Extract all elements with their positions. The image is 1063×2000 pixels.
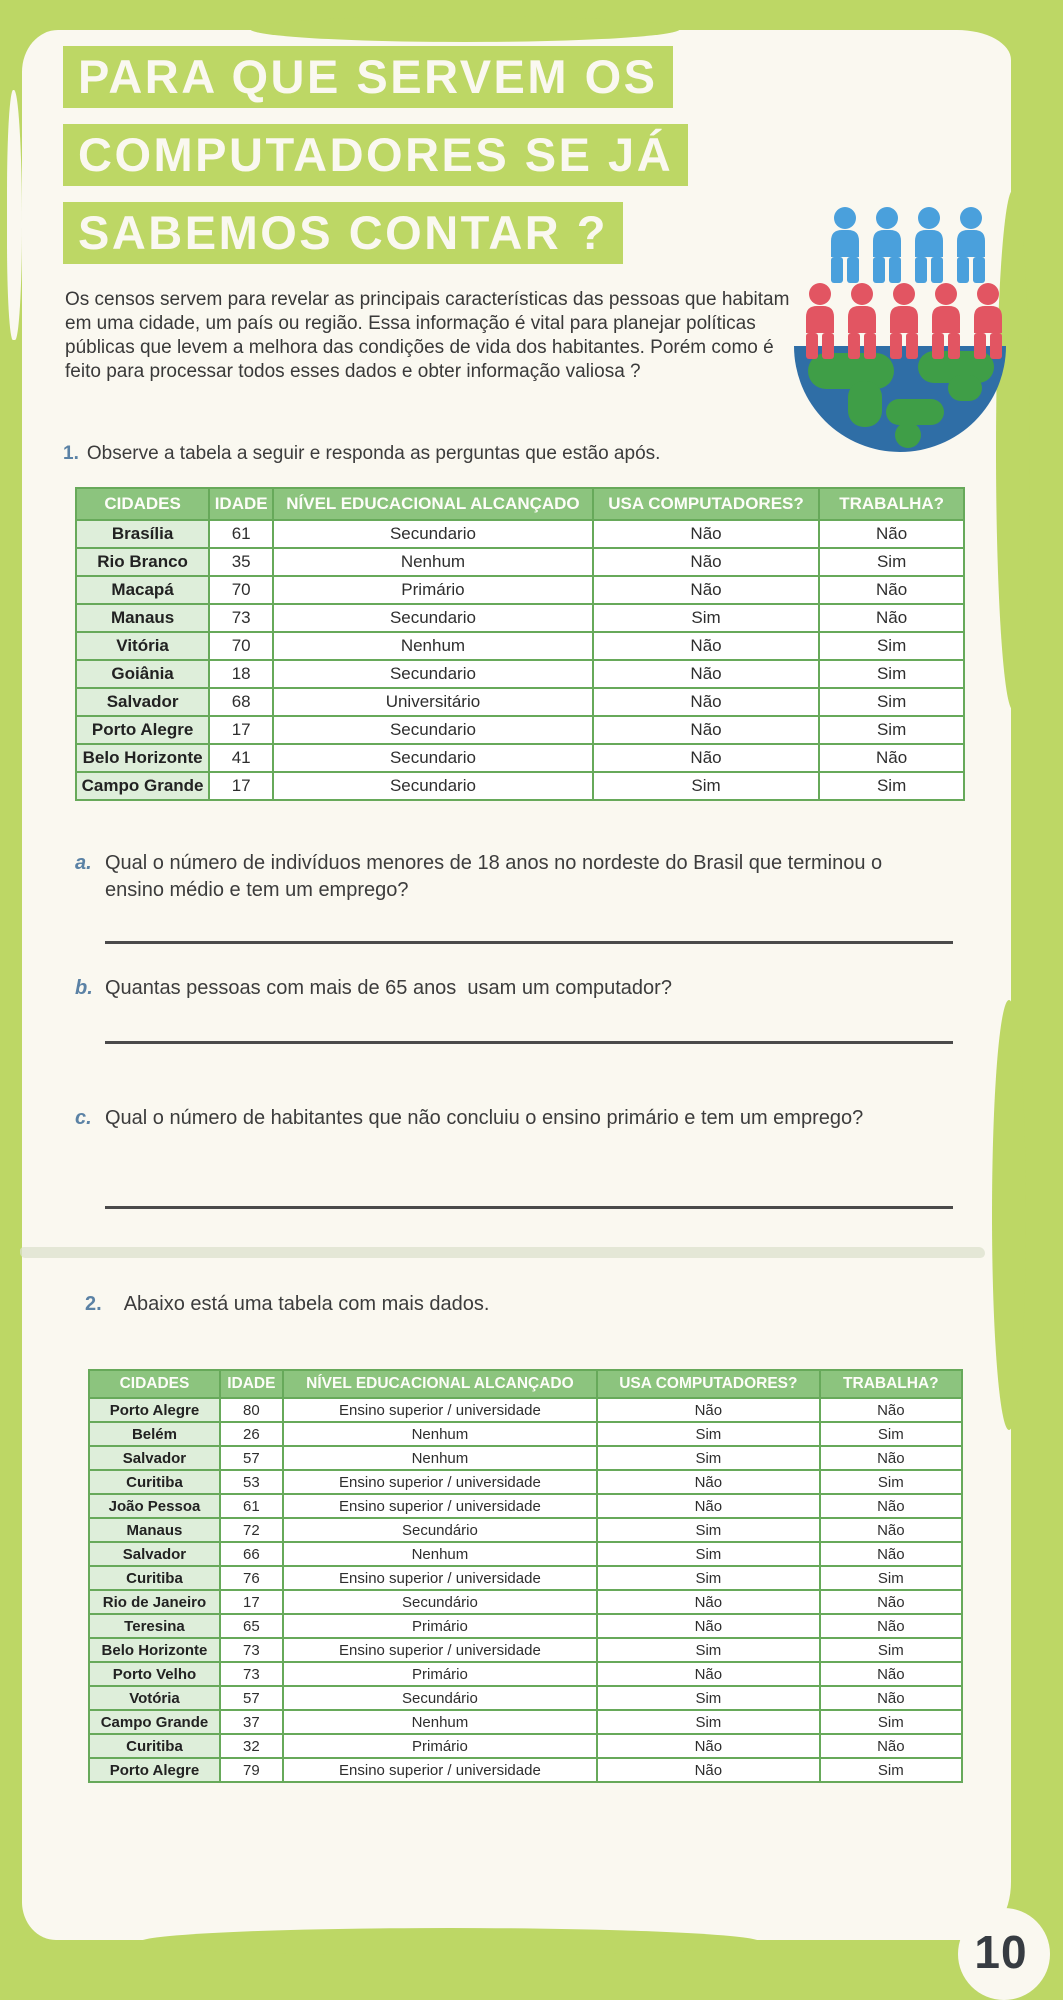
table-cell: 73 [220, 1662, 283, 1686]
title-line-2: COMPUTADORES SE JÁ [63, 124, 688, 186]
table-cell: 53 [220, 1470, 283, 1494]
table-row [89, 1494, 962, 1518]
table-cell: 66 [220, 1542, 283, 1566]
table-row [89, 1686, 962, 1710]
table-cell: Porto Alegre [76, 716, 209, 744]
table-cell: Primário [283, 1662, 597, 1686]
table-cell: Salvador [89, 1446, 220, 1470]
table-row [76, 772, 964, 800]
table-cell: Belém [89, 1422, 220, 1446]
table-cell: 17 [209, 716, 273, 744]
table-cell: 37 [220, 1710, 283, 1734]
table-row [89, 1470, 962, 1494]
table-cell: Primário [283, 1614, 597, 1638]
question-b-label: b. [75, 977, 93, 999]
table-row [89, 1590, 962, 1614]
table-cell: 17 [220, 1590, 283, 1614]
table-cell: Teresina [89, 1614, 220, 1638]
table-cell: Nenhum [283, 1422, 597, 1446]
item-1-text: Observe a tabela a seguir e responda as perguntas que estão após. [86, 443, 661, 464]
table-row [89, 1398, 962, 1422]
table-cell: Não [593, 744, 819, 772]
title-line-3: SABEMOS CONTAR ? [63, 202, 623, 264]
question-a [75, 850, 920, 904]
table-row [76, 632, 964, 660]
table-cell: Universitário [273, 688, 593, 716]
table-cell: Goiânia [76, 660, 209, 688]
table-cell: 57 [220, 1446, 283, 1470]
table-cell: Campo Grande [76, 772, 209, 800]
table-cell: Macapá [76, 576, 209, 604]
table-cell: Não [820, 1398, 962, 1422]
table-cell: Ensino superior / universidade [283, 1494, 597, 1518]
table-cell: Secundario [273, 520, 593, 548]
table-cell: 61 [220, 1494, 283, 1518]
table-cell: Não [593, 660, 819, 688]
table-row [76, 744, 964, 772]
table-cell: Sim [819, 660, 964, 688]
table-cell: 73 [209, 604, 273, 632]
table-cell: Sim [597, 1446, 820, 1470]
table-row [89, 1758, 962, 1782]
table-cell: 79 [220, 1758, 283, 1782]
table-cell: Sim [597, 1710, 820, 1734]
intro-paragraph: Os censos servem para revelar as principais características das pessoas que habitam em uma cidade, um país ou região. Essa informação é vital para planejar políticas públicas que levem a melhora das condições de vida dos habitantes. Porém como é feito para processar todos esses dados e obter informação valiosa ? [65, 289, 790, 382]
table-cell: Salvador [89, 1542, 220, 1566]
table-row [89, 1518, 962, 1542]
table-cell: Sim [593, 772, 819, 800]
question-b [75, 975, 955, 1002]
table-cell: Curitiba [89, 1566, 220, 1590]
answer-line-c [105, 1206, 953, 1209]
table-row [89, 1422, 962, 1446]
item-2-number: 2. [85, 1293, 102, 1315]
table-cell: 70 [209, 576, 273, 604]
table-cell: Ensino superior / universidade [283, 1398, 597, 1422]
column-header: IDADE [209, 488, 273, 520]
instruction-item-2 [85, 1292, 965, 1317]
question-a-text: Qual o número de indivíduos menores de 18 anos no nordeste do Brasil que terminou o ensino médio e tem um emprego? [105, 852, 888, 901]
table-cell: Não [593, 548, 819, 576]
table-cell: João Pessoa [89, 1494, 220, 1518]
table-cell: Não [819, 604, 964, 632]
table-cell: Não [597, 1494, 820, 1518]
column-header: NÍVEL EDUCACIONAL ALCANÇADO [283, 1370, 597, 1398]
table-cell: 65 [220, 1614, 283, 1638]
table-cell: Não [597, 1590, 820, 1614]
table-cell: Não [820, 1518, 962, 1542]
table-cell: Votória [89, 1686, 220, 1710]
table-cell: Não [593, 520, 819, 548]
census-table-2-container [88, 1369, 963, 1783]
table-cell: Não [593, 576, 819, 604]
column-header: NÍVEL EDUCACIONAL ALCANÇADO [273, 488, 593, 520]
table-cell: Nenhum [273, 632, 593, 660]
question-a-label: a. [75, 852, 92, 874]
table-cell: Ensino superior / universidade [283, 1638, 597, 1662]
table-cell: Nenhum [283, 1446, 597, 1470]
table-cell: Sim [597, 1518, 820, 1542]
table-cell: Rio de Janeiro [89, 1590, 220, 1614]
table-cell: Secundario [273, 604, 593, 632]
table-cell: Secundario [273, 744, 593, 772]
table-cell: Não [597, 1734, 820, 1758]
table-cell: Sim [597, 1638, 820, 1662]
table-cell: Sim [597, 1686, 820, 1710]
table-row [89, 1542, 962, 1566]
table-cell: 73 [220, 1638, 283, 1662]
table-cell: Sim [820, 1638, 962, 1662]
table-row [89, 1446, 962, 1470]
table-cell: Curitiba [89, 1734, 220, 1758]
table-cell: Secundario [273, 660, 593, 688]
table-cell: Sim [597, 1566, 820, 1590]
table-cell: 70 [209, 632, 273, 660]
table-cell: Belo Horizonte [89, 1638, 220, 1662]
column-header: USA COMPUTADORES? [593, 488, 819, 520]
table-cell: Não [593, 632, 819, 660]
table-row [89, 1638, 962, 1662]
table-cell: Belo Horizonte [76, 744, 209, 772]
table-cell: 18 [209, 660, 273, 688]
table-cell: Brasília [76, 520, 209, 548]
table-cell: Sim [819, 688, 964, 716]
table-cell: Não [593, 688, 819, 716]
column-header: TRABALHA? [819, 488, 964, 520]
table-row [89, 1710, 962, 1734]
table-row [76, 716, 964, 744]
table-cell: 35 [209, 548, 273, 576]
column-header: USA COMPUTADORES? [597, 1370, 820, 1398]
table-cell: Ensino superior / universidade [283, 1566, 597, 1590]
table-cell: Primário [283, 1734, 597, 1758]
table-cell: 61 [209, 520, 273, 548]
table-cell: Secundário [283, 1590, 597, 1614]
border-wave-bottom [140, 1928, 760, 1956]
table-cell: Vitória [76, 632, 209, 660]
question-c-label: c. [75, 1107, 92, 1129]
table-cell: Não [820, 1734, 962, 1758]
table-cell: Sim [820, 1422, 962, 1446]
table-cell: Salvador [76, 688, 209, 716]
table-row [89, 1734, 962, 1758]
table-cell: Secundário [283, 1518, 597, 1542]
column-header: CIDADES [89, 1370, 220, 1398]
table-cell: Ensino superior / universidade [283, 1470, 597, 1494]
question-c-text: Qual o número de habitantes que não concluiu o ensino primário e tem um emprego? [105, 1107, 864, 1129]
border-wave-right-lower [992, 1000, 1026, 1430]
table-cell: Não [819, 744, 964, 772]
people-on-globe-illustration [790, 203, 1010, 455]
answer-line-a [105, 941, 953, 944]
page-number: 10 [974, 1926, 1028, 1978]
table-cell: Não [597, 1614, 820, 1638]
table-cell: Porto Alegre [89, 1398, 220, 1422]
table-cell: 72 [220, 1518, 283, 1542]
table-row [76, 688, 964, 716]
table-cell: 80 [220, 1398, 283, 1422]
page-number-badge [958, 1908, 1050, 2000]
table-row [76, 548, 964, 576]
table-cell: Sim [593, 604, 819, 632]
border-wave-top [250, 16, 680, 42]
column-header: TRABALHA? [820, 1370, 962, 1398]
table-cell: Sim [597, 1422, 820, 1446]
table-cell: Manaus [76, 604, 209, 632]
table-cell: Porto Velho [89, 1662, 220, 1686]
table-row [76, 576, 964, 604]
table-cell: Primário [273, 576, 593, 604]
table-row [89, 1662, 962, 1686]
column-header: CIDADES [76, 488, 209, 520]
question-c [75, 1105, 895, 1132]
table-cell: Rio Branco [76, 548, 209, 576]
table-cell: Não [593, 716, 819, 744]
table-cell: Não [597, 1758, 820, 1782]
table-header-row [76, 488, 964, 520]
table-cell: Porto Alegre [89, 1758, 220, 1782]
census-table-1-container [75, 487, 965, 801]
table-cell: Sim [597, 1542, 820, 1566]
table-cell: Sim [819, 548, 964, 576]
table-cell: Não [819, 520, 964, 548]
table-row [76, 660, 964, 688]
table-cell: Não [820, 1590, 962, 1614]
table-cell: Secundario [273, 772, 593, 800]
table-cell: Curitiba [89, 1470, 220, 1494]
table-cell: 26 [220, 1422, 283, 1446]
table-cell: 17 [209, 772, 273, 800]
table-row [76, 520, 964, 548]
table-cell: Sim [820, 1710, 962, 1734]
table-cell: 41 [209, 744, 273, 772]
table-cell: Não [820, 1614, 962, 1638]
table-header-row [89, 1370, 962, 1398]
table-row [89, 1566, 962, 1590]
title-line-1: PARA QUE SERVEM OS [63, 46, 673, 108]
table-cell: 68 [209, 688, 273, 716]
table-cell: Campo Grande [89, 1710, 220, 1734]
table-cell: Não [820, 1662, 962, 1686]
table-cell: 32 [220, 1734, 283, 1758]
page-title [63, 46, 688, 280]
table-cell: Não [820, 1494, 962, 1518]
column-header: IDADE [220, 1370, 283, 1398]
item-2-text: Abaixo está uma tabela com mais dados. [123, 1293, 490, 1315]
census-table-2 [88, 1369, 963, 1783]
table-cell: 57 [220, 1686, 283, 1710]
answer-line-b [105, 1041, 953, 1044]
table-cell: Não [819, 576, 964, 604]
census-table-1 [75, 487, 965, 801]
section-divider [20, 1247, 985, 1258]
instruction-item-1 [63, 441, 963, 466]
table-cell: Sim [820, 1758, 962, 1782]
table-cell: Sim [819, 632, 964, 660]
table-row [89, 1614, 962, 1638]
table-cell: Nenhum [283, 1710, 597, 1734]
table-cell: Não [597, 1398, 820, 1422]
table-cell: Secundario [273, 716, 593, 744]
table-cell: Sim [820, 1470, 962, 1494]
table-cell: Nenhum [283, 1542, 597, 1566]
table-cell: Sim [819, 716, 964, 744]
table-cell: Não [597, 1470, 820, 1494]
table-row [76, 604, 964, 632]
table-cell: 76 [220, 1566, 283, 1590]
table-cell: Ensino superior / universidade [283, 1758, 597, 1782]
table-cell: Não [597, 1662, 820, 1686]
table-cell: Não [820, 1686, 962, 1710]
table-cell: Não [820, 1542, 962, 1566]
border-squiggle-decoration [7, 90, 22, 340]
table-cell: Sim [820, 1566, 962, 1590]
question-b-text: Quantas pessoas com mais de 65 anos usam um computador? [105, 977, 672, 999]
table-cell: Secundário [283, 1686, 597, 1710]
item-1-number: 1. [63, 443, 79, 464]
table-cell: Sim [819, 772, 964, 800]
table-cell: Nenhum [273, 548, 593, 576]
table-cell: Manaus [89, 1518, 220, 1542]
table-cell: Não [820, 1446, 962, 1470]
